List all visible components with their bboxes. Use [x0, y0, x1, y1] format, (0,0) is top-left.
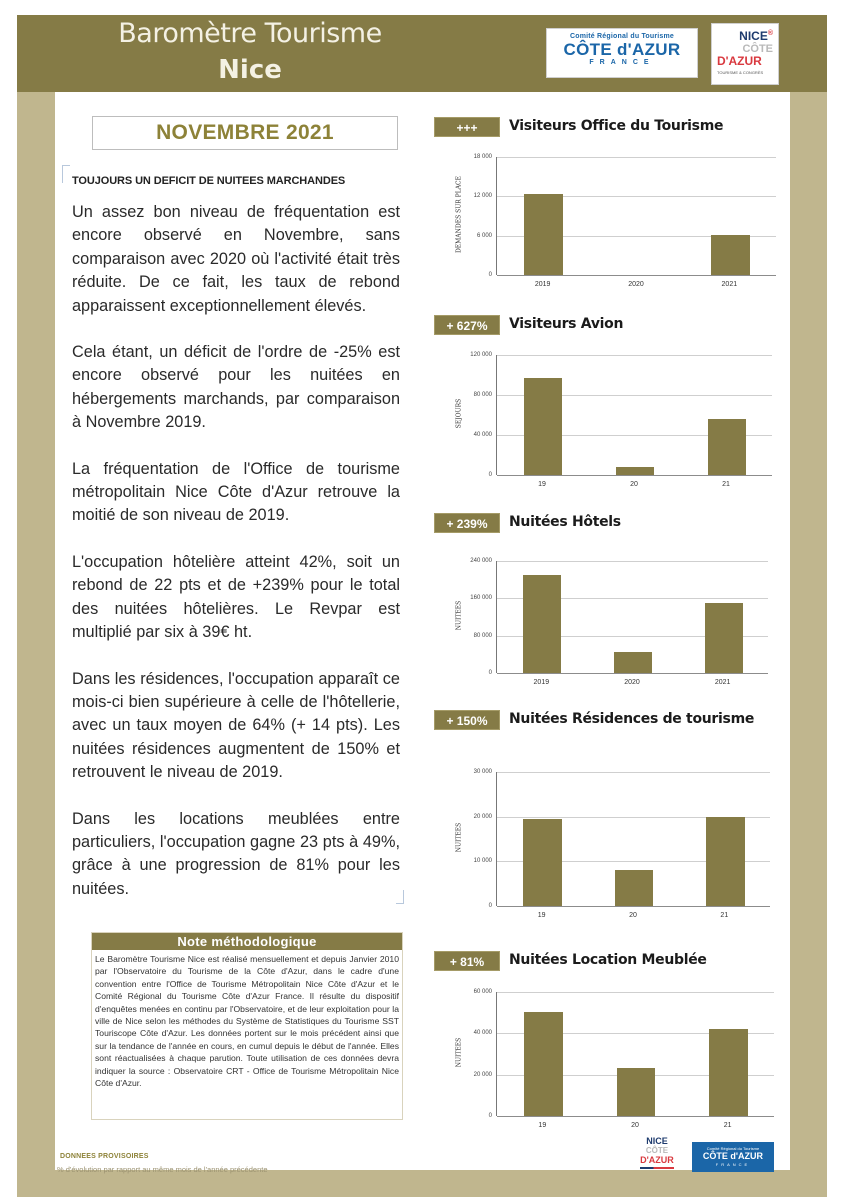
bar-2019 [523, 575, 561, 673]
x-tick-label: 2021 [714, 679, 731, 686]
evolution-badge: + 239% [434, 513, 500, 533]
y-tick-label: 30 000 [473, 769, 492, 775]
bar-2021 [705, 603, 743, 673]
y-tick-label: 80 000 [473, 632, 492, 639]
logo-nice-line3: D'AZUR [640, 1155, 674, 1165]
chart-title: Nuitées Hôtels [509, 514, 621, 530]
x-tick-label: 20 [629, 912, 637, 919]
y-tick-label: 20 000 [473, 1071, 492, 1078]
paragraph: Dans les résidences, l'occupation apparaît ce mois-ci bien supérieure à celle de l'hôtellerie, avec un taux moyen de 64% (+ 14 pts). Les nuitées résidences augmentent de 150% et retrouvent le niveau de 2019. [72, 669, 400, 782]
paragraph: L'occupation hôtelière atteint 42%, soit un rebond de 22 pts et de +239% pour le total des nuitées hôtelières. Le Revpar est multiplié par six à 39€ ht. [72, 552, 400, 642]
gridline [497, 561, 768, 562]
methodology-note [91, 932, 403, 1120]
summary-text [72, 201, 400, 924]
chart-title: Nuitées Résidences de tourisme [509, 711, 755, 727]
y-axis-label: NUITEES [455, 600, 463, 631]
bar-20 [616, 467, 655, 475]
paragraph: Cela étant, un déficit de l'ordre de -25% est encore observé pour les nuitées en hébergements marchands, par comparaison à Novembre 2019. [72, 343, 400, 432]
x-tick-label: 21 [720, 912, 729, 919]
gridline [497, 906, 770, 907]
x-tick-label: 2021 [721, 281, 738, 288]
crt-cote-dazur-logo [546, 28, 698, 78]
logo-nice-line4: TOURISME & CONGRÈS [717, 70, 764, 75]
logo-nice-line1: NICE [739, 29, 768, 43]
logo-crt-line1: Comité Régional du Tourisme [569, 33, 675, 40]
logo-crt-line1: Comité Régional du Tourisme [706, 1146, 760, 1151]
y-axis-label: NUITEES [455, 1037, 463, 1068]
note-title: Note méthodologique [92, 933, 402, 950]
x-tick-label: 2020 [628, 281, 644, 288]
x-tick-label: 20 [631, 1122, 639, 1129]
y-tick-label: 10 000 [473, 858, 492, 865]
evolution-legend: % d'évolution par rapport au même mois de l'année précédente [57, 1165, 268, 1174]
gridline [497, 1116, 774, 1117]
chart-title: Visiteurs Avion [509, 316, 624, 332]
plot-area [496, 561, 768, 673]
bar-19 [523, 819, 561, 906]
nice-cote-dazur-logo-footer [632, 1136, 682, 1176]
paragraph: Un assez bon niveau de fréquentation est encore observé en Novembre, sans comparaison avec 2020 où l'activité était très réduite. De ce fait, les taux de rebond apparaissent exceptionnellement élevés. [72, 203, 400, 315]
logo-stripe [640, 1167, 674, 1169]
nice-cote-dazur-logo [711, 23, 779, 85]
page-subtitle: Nice [218, 55, 282, 85]
y-axis-label: SEJOURS [455, 398, 463, 429]
chart-nuitees-hotels [434, 513, 794, 703]
x-tick-label: 19 [538, 481, 546, 488]
y-tick-label: 40 000 [473, 432, 492, 438]
gridline [497, 355, 772, 356]
logo-crt-line2: CÔTE d'AZUR [702, 1151, 764, 1161]
chart-nuitees-residences [434, 710, 794, 936]
plot-area [496, 157, 776, 275]
y-tick-label: 80 000 [473, 392, 492, 398]
text-frame-corner [396, 890, 404, 904]
plot-area [496, 355, 772, 475]
note-body: Le Baromètre Tourisme Nice est réalisé mensuellement et depuis Janvier 2010 par l'Observatoire du Tourisme de la Côte d'Azur, dans le cadre d'une convention entre l'Office de Tourisme Métropolitain Nice Côte d'Azur et le Comité Régional du Tourisme Côte d'Azur France. Il résulte du dispositif d'enquêtes menées en continu par l'Observatoire, et de leur exploitation pour la ville de Nice selon les méthodes du Système de Statistiques du Tourisme SST Touriscope Côte d'Azur. Les données portent sur le mois précédent ainsi que sur la tendance de l'année en cours, en cumul depuis le début de l'année. Elles sont réactualisées à chaque parution. Toute utilisation de ces données devra indiquer la source : Observatoire CRT - Office de Tourisme Métropolitain Nice Côte d'Azur. [95, 954, 399, 1089]
y-tick-label: 20 000 [473, 813, 492, 820]
bar-20 [615, 870, 653, 906]
evolution-badge: + 81% [434, 951, 500, 971]
logo-crt-line2: CÔTE d'AZUR [563, 40, 681, 59]
gridline [497, 275, 776, 276]
chart-visiteurs-office-tourisme [434, 117, 794, 305]
logo-nice-line1: NICE [646, 1136, 668, 1146]
y-tick-label: 6 000 [476, 232, 492, 239]
chart-title: Visiteurs Office du Tourisme [509, 118, 724, 134]
paragraph: La fréquentation de l'Office de tourisme métropolitain Nice Côte d'Azur retrouve la moitié de son niveau de 2019. [72, 459, 400, 525]
section-subheading: TOUJOURS UN DEFICIT DE NUITEES MARCHANDES [72, 175, 346, 187]
y-tick-label: 40 000 [473, 1030, 492, 1037]
y-tick-label: 18 000 [473, 154, 492, 160]
bar-21 [706, 817, 744, 906]
y-tick-label: 120 000 [470, 352, 492, 358]
chart-title: Nuitées Location Meublée [509, 952, 707, 968]
y-tick-label: 240 000 [470, 558, 492, 564]
y-tick-label: 0 [488, 670, 492, 676]
y-axis-label: NUITEES [455, 822, 463, 853]
bar-2020 [614, 652, 652, 673]
logo-nice-line2: CÔTE [645, 1146, 669, 1155]
bar-20 [617, 1068, 656, 1116]
text-frame-corner [62, 165, 70, 183]
x-tick-label: 20 [630, 481, 638, 488]
gridline [497, 992, 774, 993]
logo-crt-line3: FRANCE [589, 59, 655, 66]
gridline [497, 475, 772, 476]
y-tick-label: 12 000 [473, 193, 492, 200]
x-tick-label: 2019 [533, 679, 550, 686]
evolution-badge: +++ [434, 117, 500, 137]
plot-area [496, 992, 774, 1116]
logo-nice-line3: D'AZUR [717, 54, 762, 68]
logo-crt-line3: FRANCE [715, 1162, 751, 1167]
bar-19 [524, 1012, 563, 1116]
crt-cote-dazur-logo-footer [692, 1142, 774, 1172]
bar-21 [709, 1029, 748, 1116]
y-tick-label: 160 000 [470, 595, 492, 602]
y-tick-label: 0 [488, 272, 492, 278]
y-tick-label: 0 [488, 903, 492, 909]
provisional-data-label: DONNEES PROVISOIRES [60, 1153, 149, 1160]
y-axis-label: DEMANDES SUR PLACE [455, 175, 463, 254]
x-tick-label: 2019 [534, 281, 551, 288]
bar-2021 [711, 235, 750, 275]
gridline [497, 772, 770, 773]
x-tick-label: 21 [722, 481, 730, 488]
bar-19 [524, 378, 563, 475]
x-tick-label: 19 [537, 912, 546, 919]
bar-21 [708, 419, 747, 476]
plot-area [496, 772, 770, 906]
registered-mark: ® [767, 30, 773, 37]
y-tick-label: 0 [488, 472, 492, 478]
x-tick-label: 2020 [624, 679, 640, 686]
bar-2019 [524, 194, 563, 275]
chart-nuitees-location-meublee [434, 951, 794, 1146]
y-tick-label: 60 000 [473, 989, 492, 995]
x-tick-label: 21 [723, 1122, 732, 1129]
page-title: Baromètre Tourisme [118, 18, 382, 49]
month-heading: NOVEMBRE 2021 [92, 116, 398, 150]
paragraph: Dans les locations meublées entre particuliers, l'occupation gagne 23 pts à 49%, grâce à une progression de 81% pour les nuitées. [72, 809, 400, 898]
gridline [497, 673, 768, 674]
x-tick-label: 19 [538, 1122, 547, 1129]
evolution-badge: + 150% [434, 710, 500, 730]
evolution-badge: + 627% [434, 315, 500, 335]
chart-visiteurs-avion [434, 315, 794, 505]
gridline [497, 157, 776, 158]
y-tick-label: 0 [488, 1113, 492, 1119]
logo-nice-line2: CÔTE [742, 43, 773, 55]
